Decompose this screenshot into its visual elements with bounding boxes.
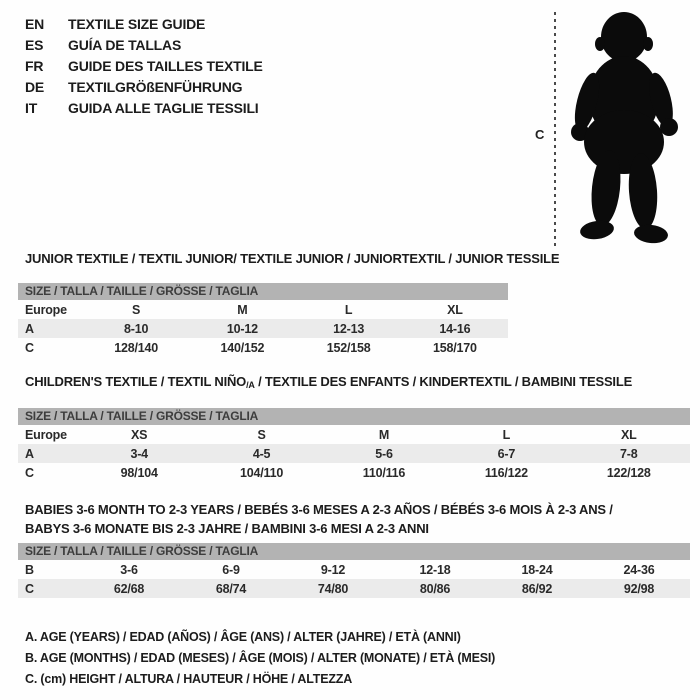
children-title-subscript: /A xyxy=(246,380,255,390)
babies-table-title-line2: BABYS 3-6 MONATE BIS 2-3 JAHRE / BAMBINI 3-6 MESI A 2-3 ANNI xyxy=(25,521,429,536)
table-row xyxy=(18,300,508,319)
language-row xyxy=(25,35,263,56)
size-value-cell: 18-24 xyxy=(521,562,553,577)
row-label: A xyxy=(25,446,34,461)
children-textile-section xyxy=(18,375,690,482)
language-title: GUIDE DES TAILLES TEXTILE xyxy=(68,58,263,74)
size-value-cell: 68/74 xyxy=(215,581,247,596)
row-label: B xyxy=(25,562,34,577)
size-value-cell: 10-12 xyxy=(226,321,258,336)
size-value-cell: 7-8 xyxy=(620,446,638,461)
table-row xyxy=(18,425,690,444)
language-code: FR xyxy=(25,58,44,74)
size-value-cell: 140/152 xyxy=(220,340,265,355)
language-row xyxy=(25,77,263,98)
language-title: TEXTILE SIZE GUIDE xyxy=(68,16,206,32)
size-value-cell: XS xyxy=(131,427,148,442)
size-value-cell: M xyxy=(237,302,248,317)
language-title: GUÍA DE TALLAS xyxy=(68,37,182,53)
table-row xyxy=(18,463,690,482)
table-row xyxy=(18,338,508,357)
row-label: C xyxy=(25,465,34,480)
size-value-cell: S xyxy=(132,302,141,317)
footnote: A. AGE (YEARS) / EDAD (AÑOS) / ÂGE (ANS) / ALTER (JAHRE) / ETÀ (ANNI) xyxy=(25,630,461,644)
language-row xyxy=(25,98,263,119)
height-measure-label: C xyxy=(535,127,545,142)
language-code: DE xyxy=(25,79,45,95)
language-code: EN xyxy=(25,16,45,32)
size-value-cell: 12-18 xyxy=(419,562,451,577)
junior-size-table xyxy=(18,300,508,357)
table-row xyxy=(18,319,508,338)
size-value-cell: 3-6 xyxy=(120,562,138,577)
table-row xyxy=(18,444,690,463)
footnotes xyxy=(25,627,495,690)
language-code: IT xyxy=(25,100,38,116)
size-value-cell: 98/104 xyxy=(120,465,158,480)
toddler-silhouette-shape xyxy=(570,12,678,245)
language-list xyxy=(25,14,263,119)
size-value-cell: 80/86 xyxy=(419,581,451,596)
toddler-silhouette-icon xyxy=(560,10,692,250)
row-label: Europe xyxy=(25,427,67,442)
children-title-post: / TEXTILE DES ENFANTS / KINDERTEXTIL / BAMBINI TESSILE xyxy=(254,374,633,389)
row-label: Europe xyxy=(25,302,67,317)
size-value-cell: 74/80 xyxy=(317,581,349,596)
junior-textile-section xyxy=(18,251,560,357)
babies-textile-section xyxy=(18,500,690,598)
size-value-cell: 152/158 xyxy=(326,340,371,355)
size-value-cell: 104/110 xyxy=(240,465,284,480)
size-value-cell: 122/128 xyxy=(606,465,651,480)
size-value-cell: XL xyxy=(447,302,463,317)
table-row xyxy=(18,579,690,598)
size-value-cell: 158/170 xyxy=(432,340,477,355)
babies-size-table xyxy=(18,560,690,598)
size-value-cell: 8-10 xyxy=(124,321,149,336)
size-value-cell: 6-7 xyxy=(497,446,516,461)
size-value-cell: S xyxy=(257,427,266,442)
footnote: B. AGE (MONTHS) / EDAD (MESES) / ÂGE (MOIS) / ALTER (MONATE) / ETÀ (MESI) xyxy=(25,651,496,665)
size-value-cell: 116/122 xyxy=(484,465,528,480)
junior-size-header-bar: SIZE / TALLA / TAILLE / GRÖSSE / TAGLIA xyxy=(18,283,508,300)
children-size-table xyxy=(18,425,690,482)
babies-size-header-bar: SIZE / TALLA / TAILLE / GRÖSSE / TAGLIA xyxy=(18,543,690,560)
size-value-cell: 14-16 xyxy=(439,321,471,336)
language-row xyxy=(25,14,263,35)
junior-table-title: JUNIOR TEXTILE / TEXTIL JUNIOR/ TEXTILE JUNIOR / JUNIORTEXTIL / JUNIOR TESSILE xyxy=(25,251,560,266)
height-dashed-line xyxy=(554,12,556,246)
row-label: C xyxy=(25,581,34,596)
size-value-cell: 62/68 xyxy=(113,581,145,596)
size-value-cell: 3-4 xyxy=(130,446,148,461)
size-value-cell: 110/116 xyxy=(362,465,406,480)
size-value-cell: 86/92 xyxy=(521,581,553,596)
size-value-cell: XL xyxy=(620,427,637,442)
babies-table-title-line1: BABIES 3-6 MONTH TO 2-3 YEARS / BEBÉS 3-6 MESES A 2-3 AÑOS / BÉBÉS 3-6 MOIS À 2-3 ANS / xyxy=(25,502,613,517)
size-value-cell: 92/98 xyxy=(623,581,655,596)
footnote: C. (cm) HEIGHT / ALTURA / HAUTEUR / HÖHE / ALTEZZA xyxy=(25,672,353,686)
size-value-cell: 5-6 xyxy=(375,446,393,461)
size-value-cell: 9-12 xyxy=(320,562,346,577)
size-value-cell: L xyxy=(502,427,511,442)
size-value-cell: 4-5 xyxy=(252,446,271,461)
language-code: ES xyxy=(25,37,44,53)
size-value-cell: 128/140 xyxy=(114,340,159,355)
children-size-header-bar: SIZE / TALLA / TAILLE / GRÖSSE / TAGLIA xyxy=(18,408,690,425)
children-table-title xyxy=(25,375,690,392)
children-title-pre: CHILDREN'S TEXTILE / TEXTIL NIÑO xyxy=(25,374,247,389)
table-row xyxy=(18,560,690,579)
language-title: GUIDA ALLE TAGLIE TESSILI xyxy=(68,100,259,116)
size-value-cell: L xyxy=(344,302,353,317)
size-value-cell: 24-36 xyxy=(623,562,655,577)
height-figure xyxy=(528,8,694,252)
language-title: TEXTILGRÖßENFÜHRUNG xyxy=(68,79,243,95)
row-label: C xyxy=(25,340,34,355)
size-value-cell: 12-13 xyxy=(333,321,365,336)
size-value-cell: 6-9 xyxy=(222,562,240,577)
language-row xyxy=(25,56,263,77)
size-value-cell: M xyxy=(378,427,390,442)
row-label: A xyxy=(25,321,34,336)
